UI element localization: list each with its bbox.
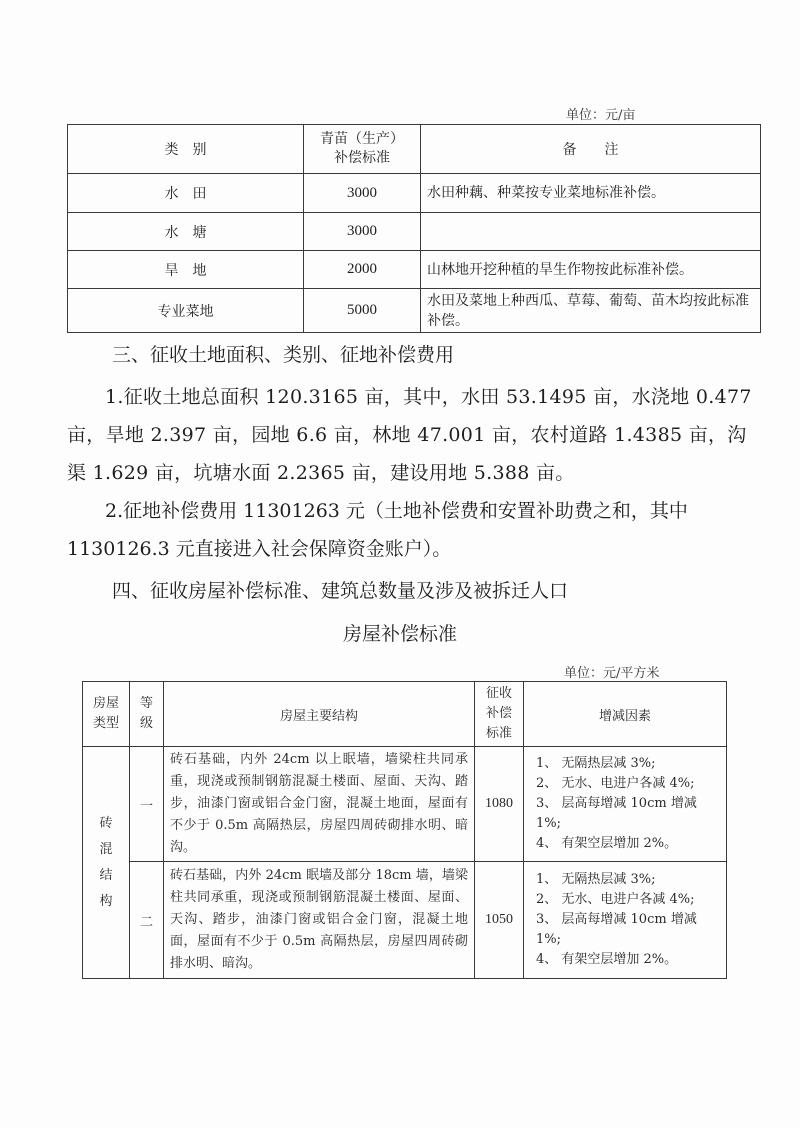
header-grade-line2: 级 [139, 716, 153, 731]
table-row [68, 289, 761, 333]
house-type-cell [83, 747, 130, 979]
section3-paragraph-2: 2.征地补偿费用 11301263 元（土地补偿费和安置补助费之和，其中 1130126.3 元直接进入社会保障资金账户）。 [67, 500, 688, 560]
table-row [68, 174, 761, 213]
header-standard-line3: 标准 [485, 726, 512, 741]
row-remarks: 水田及菜地上种西瓜、草莓、葡萄、苗木均按此标准补偿。 [421, 289, 761, 333]
factor-item: 2、 无水、电进户各减 4%; [536, 892, 695, 907]
table-header-row [68, 125, 761, 174]
row-structure: 砖石基础，内外 24cm 以上眠墙，墙梁柱共同承重，现浇或预制钢筋混凝土楼面、屋面、天沟、踏步，油漆门窗或铝合金门窗，混凝土地面，屋面有不少于 0.5m 高隔热层，房屋四周砖砌排水明、暗沟。 [164, 747, 475, 862]
factor-item: 1、 无隔热层减 3%; [536, 872, 656, 887]
row-category: 旱 地 [68, 251, 304, 289]
factor-item: 3、 层高每增减 10cm 增减 1%; [536, 796, 697, 831]
row-category: 专业菜地 [68, 289, 304, 333]
house-type-char: 构 [99, 893, 113, 909]
row-category: 水 塘 [68, 213, 304, 251]
house-type-char: 砖 [99, 815, 113, 831]
header-standard-line2: 补偿标准 [334, 150, 390, 166]
row-structure: 砖石基础，内外 24cm 眠墙及部分 18cm 墙，墙梁柱共同承重，现浇或预制钢筋混凝土楼面、屋面、天沟、踏步，油漆门窗或铝合金门窗，混凝土地面，屋面有不少于 0.5m 高隔热层，房屋四周砖砌排水明、暗沟。 [164, 862, 475, 979]
row-factors [524, 862, 727, 979]
header-standard [304, 125, 421, 174]
header-grade [130, 682, 164, 747]
factor-item: 2、 无水、电进户各减 4%; [536, 776, 695, 791]
header-house-type-line2: 类型 [92, 716, 119, 731]
row-remarks [421, 213, 761, 251]
row-standard: 5000 [304, 289, 421, 333]
factor-item: 4、 有架空层增加 2%。 [536, 952, 678, 967]
factor-item: 4、 有架空层增加 2%。 [536, 836, 678, 851]
table-header-row [83, 682, 727, 747]
row-standard: 3000 [304, 213, 421, 251]
green-crop-compensation-table [67, 124, 761, 333]
house-type-char: 混 [99, 841, 113, 857]
row-standard: 2000 [304, 251, 421, 289]
header-category: 类 别 [68, 125, 304, 174]
row-remarks: 水田种藕、种菜按专业菜地标准补偿。 [421, 174, 761, 213]
table1-unit: 单位：元/亩 [566, 108, 636, 123]
row-standard: 1080 [475, 747, 524, 862]
row-grade: 一 [130, 747, 164, 862]
row-grade: 二 [130, 862, 164, 979]
house-compensation-title: 房屋补偿标准 [342, 623, 457, 645]
row-remarks: 山林地开挖种植的旱生作物按此标准补偿。 [421, 251, 761, 289]
header-house-type [83, 682, 130, 747]
table2-unit: 单位：元/平方米 [564, 666, 660, 681]
header-grade-line1: 等 [139, 696, 153, 711]
row-standard: 3000 [304, 174, 421, 213]
table-row [83, 862, 727, 979]
house-type-char: 结 [99, 867, 113, 883]
factor-item: 3、 层高每增减 10cm 增减 1%; [536, 912, 697, 947]
house-compensation-table [82, 681, 727, 979]
section3-heading: 三、征收土地面积、类别、征地补偿费用 [112, 344, 455, 366]
header-standard-line1: 青苗（生产） [320, 131, 404, 147]
factor-item: 1、 无隔热层减 3%; [536, 756, 656, 771]
section3-paragraph-1: 1.征收土地总面积 120.3165 亩，其中，水田 53.1495 亩，水浇地 0.477 亩，旱地 2.397 亩，园地 6.6 亩，林地 47.001 亩，农村道路 1.4385 亩，沟渠 1.629 亩，坑塘水面 2.2365 亩，建设用地 5.388 亩。 [67, 386, 752, 484]
row-factors [524, 747, 727, 862]
header-factors: 增减因素 [524, 682, 727, 747]
table-row [68, 251, 761, 289]
header-standard [475, 682, 524, 747]
header-standard-line1: 征收 [485, 686, 512, 701]
table-row [68, 213, 761, 251]
header-structure: 房屋主要结构 [164, 682, 475, 747]
section4-heading: 四、征收房屋补偿标准、建筑总数量及涉及被拆迁人口 [112, 580, 569, 602]
table-row [83, 747, 727, 862]
header-standard-line2: 补偿 [485, 706, 512, 721]
row-category: 水 田 [68, 174, 304, 213]
header-remarks: 备 注 [421, 125, 761, 174]
header-house-type-line1: 房屋 [92, 696, 119, 711]
row-standard: 1050 [475, 862, 524, 979]
